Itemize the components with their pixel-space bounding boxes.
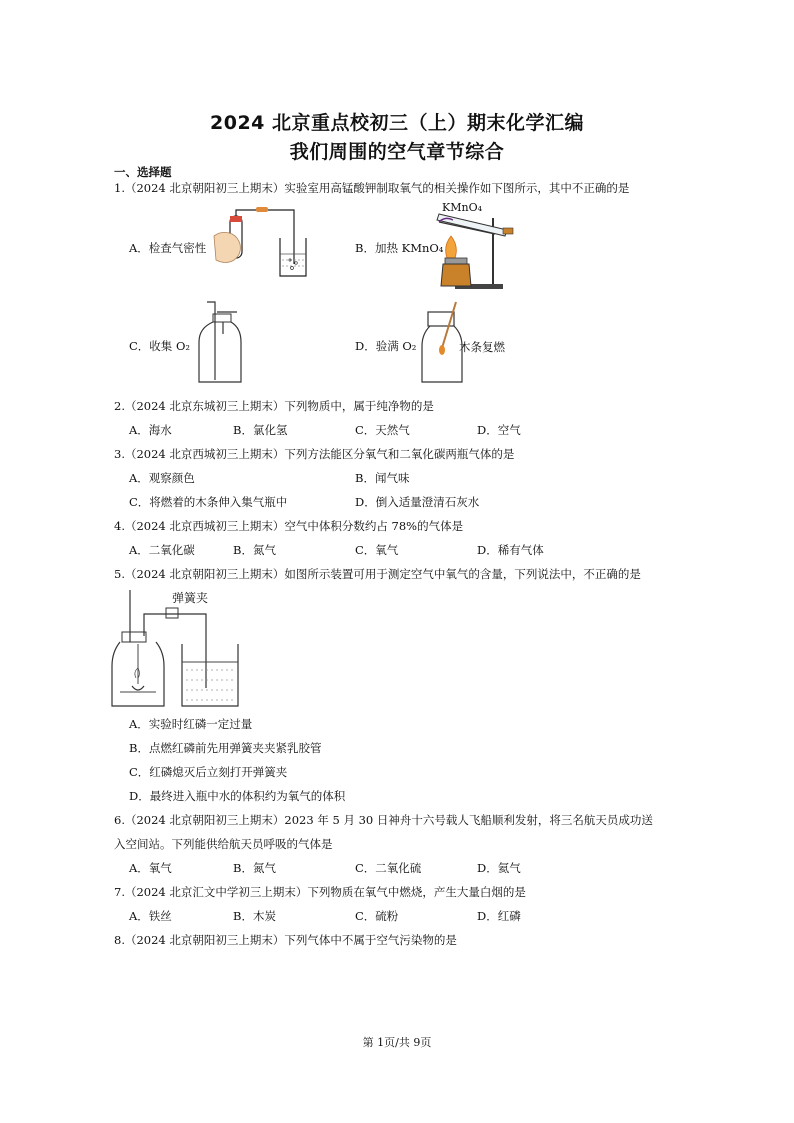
question-8-stem: 8.（2024 北京朝阳初三上期末）下列气体中不属于空气污染物的是 (114, 933, 457, 947)
question-2-stem: 2.（2024 北京东城初三上期末）下列物质中，属于纯净物的是 (114, 399, 434, 413)
question-2-option-d: D．空气 (477, 423, 521, 437)
figure-collect-o2 (193, 298, 243, 386)
question-4-option-d: D．稀有气体 (477, 543, 544, 557)
question-1-option-c: C．收集 O₂ (129, 339, 190, 353)
question-4-option-a: A．二氧化碳 (129, 543, 195, 557)
document-title-line2: 我们周围的空气章节综合 (289, 141, 505, 163)
spring-clip-label: 弹簧夹 (172, 591, 209, 605)
question-1-option-d: D．验满 O₂ (355, 339, 417, 353)
question-1-option-b: B．加热 KMnO₄ (355, 241, 444, 255)
section-heading: 一、选择题 (114, 165, 172, 179)
figure-airtightness-check (210, 208, 310, 284)
question-7-stem: 7.（2024 北京汇文中学初三上期末）下列物质在氧气中燃烧，产生大量白烟的是 (114, 885, 526, 899)
question-3-option-a: A．观察颜色 (129, 471, 195, 485)
question-5-option-b: B．点燃红磷前先用弹簧夹夹紧乳胶管 (129, 741, 322, 755)
question-2-option-c: C．天然气 (355, 423, 410, 437)
question-5-option-a: A．实验时红磷一定过量 (129, 717, 253, 731)
flame-icon (446, 236, 457, 258)
question-7-option-c: C．硫粉 (355, 909, 399, 923)
question-6-option-c: C．二氧化硫 (355, 861, 422, 875)
question-7-option-d: D．红磷 (477, 909, 521, 923)
figure-oxygen-content-apparatus (110, 588, 240, 708)
question-6-stem-line1: 6.（2024 北京朝阳初三上期末）2023 年 5 月 30 日神舟十六号载人飞船顺利发射，将三名航天员成功送 (114, 813, 653, 827)
question-6-option-d: D．氦气 (477, 861, 521, 875)
question-4-option-b: B．氮气 (233, 543, 276, 557)
question-6-option-a: A．氧气 (129, 861, 172, 875)
question-5-option-c: C．红磷熄灭后立刻打开弹簧夹 (129, 765, 288, 779)
rubber-tube (256, 207, 268, 212)
question-7-option-a: A．铁丝 (129, 909, 172, 923)
question-2-option-a: A．海水 (129, 423, 172, 437)
question-1-option-a: A．检查气密性 (129, 241, 207, 255)
question-3-option-d: D．倒入适量澄清石灰水 (355, 495, 480, 509)
question-7-option-b: B．木炭 (233, 909, 276, 923)
figure-heating-kmno4 (425, 212, 525, 290)
question-6-option-b: B．氮气 (233, 861, 276, 875)
question-5-option-d: D．最终进入瓶中水的体积约为氧气的体积 (129, 789, 346, 803)
hand-icon (214, 232, 240, 262)
question-3-option-b: B．闻气味 (355, 471, 410, 485)
spring-clip-icon (166, 608, 178, 618)
wood-stick-label: 木条复燃 (459, 340, 505, 354)
question-2-option-b: B．氯化氢 (233, 423, 288, 437)
kmno4-label: KMnO₄ (442, 201, 482, 214)
question-4-stem: 4.（2024 北京西城初三上期末）空气中体积分数约占 78%的气体是 (114, 519, 464, 533)
question-6-stem-line2: 入空间站。下列能供给航天员呼吸的气体是 (114, 837, 333, 851)
figure-verify-o2 (418, 298, 470, 386)
question-4-option-c: C．氧气 (355, 543, 399, 557)
question-5-stem: 5.（2024 北京朝阳初三上期末）如图所示装置可用于测定空气中氧气的含量，下列说法中，不正确的是 (114, 567, 641, 581)
question-1-stem: 1.（2024 北京朝阳初三上期末）实验室用高锰酸钾制取氧气的相关操作如下图所示，其中不正确的是 (114, 181, 630, 195)
page-footer: 第 1页/共 9页 (362, 1036, 432, 1049)
question-3-stem: 3.（2024 北京西城初三上期末）下列方法能区分氧气和二氧化碳两瓶气体的是 (114, 447, 515, 461)
question-3-option-c: C．将燃着的木条伸入集气瓶中 (129, 495, 288, 509)
document-title-line1: 2024 北京重点校初三（上）期末化学汇编 (210, 112, 584, 134)
